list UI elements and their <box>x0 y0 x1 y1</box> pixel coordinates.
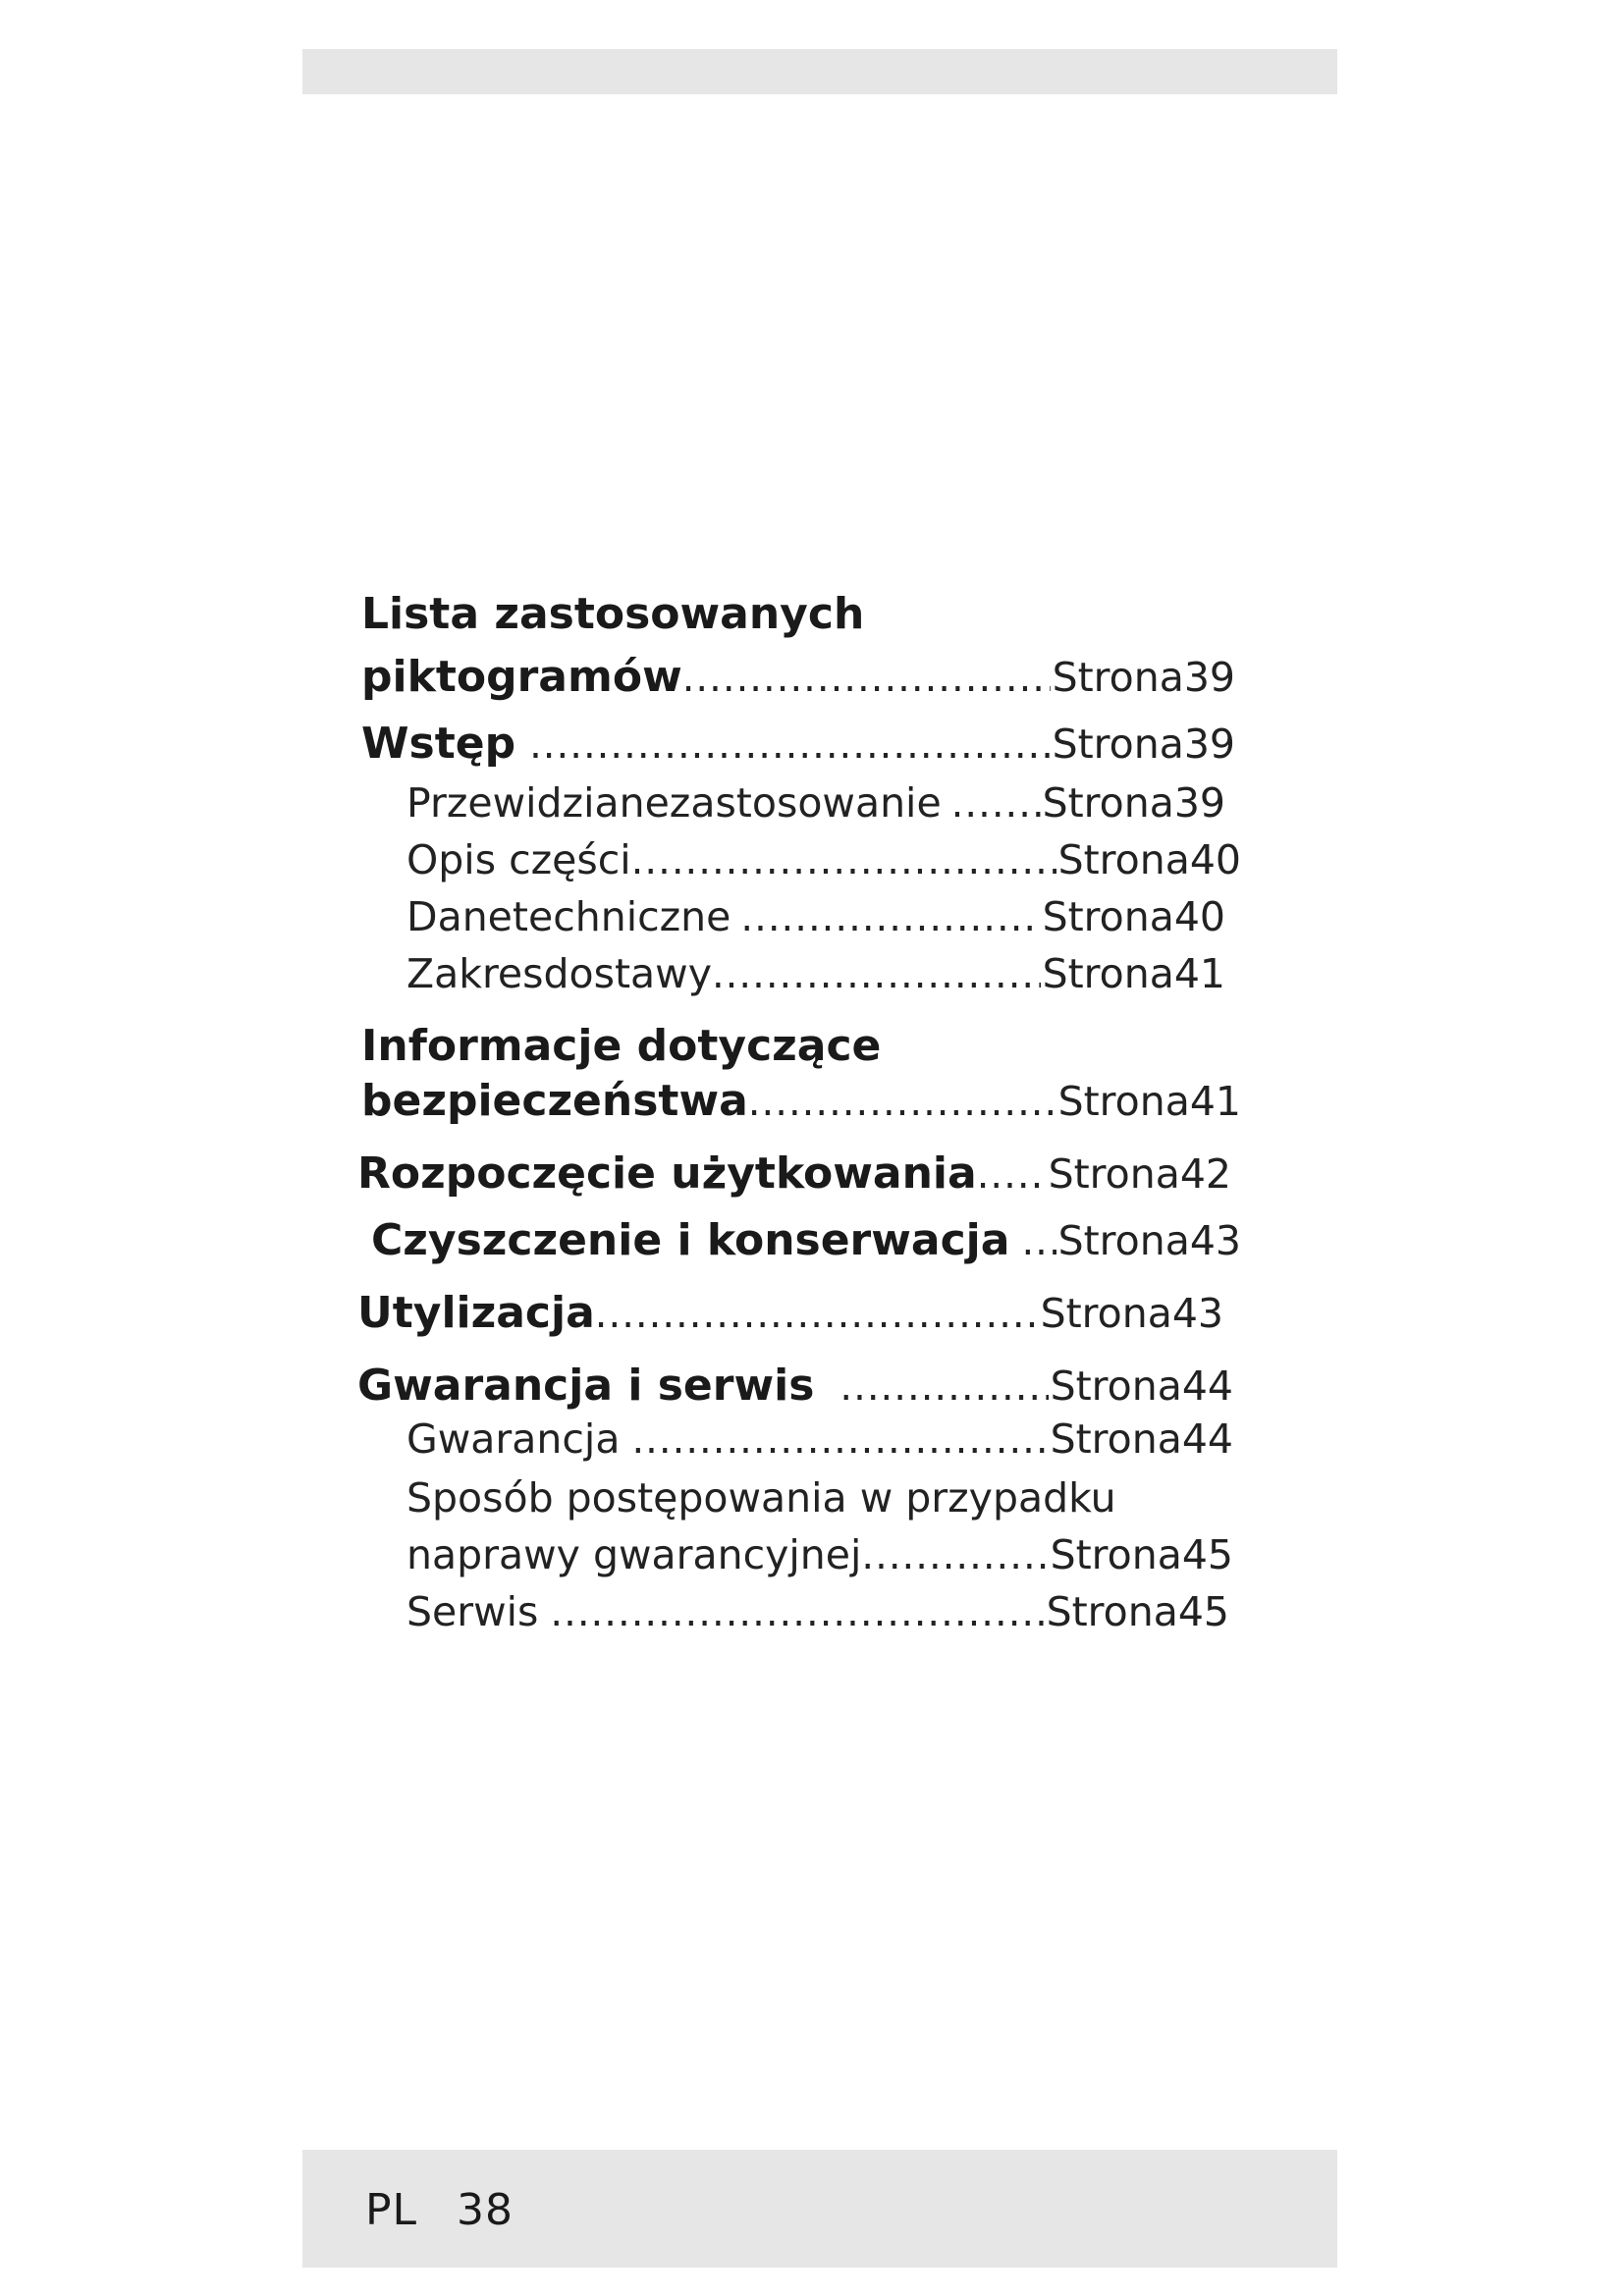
toc-entry-page: 44 <box>1181 1362 1233 1410</box>
toc-dot-leader <box>712 952 1041 997</box>
toc-entry-page: 42 <box>1179 1150 1231 1198</box>
toc-entry-label: Strona <box>1048 1150 1180 1198</box>
toc-entry-title: Czyszczenie i konserwacja <box>371 1215 1010 1265</box>
toc-entry-page: 40 <box>1173 893 1225 940</box>
footer-page-number: 38 <box>457 2185 514 2235</box>
toc-entry-label: Strona <box>1052 721 1184 768</box>
toc-entry-dane[interactable] <box>406 893 1225 940</box>
toc-entry-label: Strona <box>1057 1078 1190 1125</box>
toc-entry-page: 41 <box>1173 950 1225 997</box>
toc-entry-page: 45 <box>1181 1531 1233 1578</box>
header-bar <box>302 49 1337 94</box>
toc-entry-page: 43 <box>1189 1217 1241 1264</box>
toc-entry-lista[interactable] <box>361 652 1235 702</box>
footer-page-label <box>365 2185 514 2235</box>
footer-bar <box>302 2150 1337 2268</box>
toc-entry-page: 39 <box>1173 779 1225 827</box>
toc-entry-opis[interactable] <box>406 836 1241 883</box>
toc-entry-page: 39 <box>1183 654 1235 701</box>
toc-dot-leader <box>529 722 1050 768</box>
toc-entry-przewidziane[interactable] <box>406 779 1225 827</box>
toc-entry-title: naprawy gwarancyjnej <box>406 1531 862 1578</box>
toc-entry-title: Serwis <box>406 1588 539 1635</box>
toc-dot-leader <box>550 1590 1044 1635</box>
toc-entry-page: 41 <box>1189 1078 1241 1125</box>
toc-entry-title: bezpieczeństwa <box>361 1076 748 1126</box>
toc-entry-info[interactable] <box>361 1076 1241 1126</box>
toc-dot-leader <box>1021 1219 1056 1264</box>
toc-entry-title: Zakresdostawy <box>406 950 712 997</box>
toc-dot-leader <box>861 1533 1048 1578</box>
toc-entry-label: Strona <box>1057 836 1190 883</box>
toc-dot-leader <box>595 1292 1039 1337</box>
toc-entry-title: Gwarancja i serwis <box>357 1361 815 1411</box>
toc-heading-info-line1: Informacje dotyczące <box>361 1021 882 1071</box>
toc-entry-label: Strona <box>1046 1588 1178 1635</box>
toc-entry-rozpoczecie[interactable] <box>357 1148 1231 1199</box>
toc-entry-label: Strona <box>1050 1415 1182 1463</box>
toc-entry-label: Strona <box>1042 779 1174 827</box>
toc-entry-title: Gwarancja <box>406 1415 621 1463</box>
toc-dot-leader <box>839 1364 1048 1410</box>
toc-entry-label: Strona <box>1042 950 1174 997</box>
toc-dot-leader <box>977 1152 1047 1198</box>
toc-entry-czyszczenie[interactable] <box>371 1215 1241 1265</box>
toc-dot-leader <box>951 781 1041 827</box>
toc-dot-leader <box>631 1417 1048 1463</box>
toc-entry-label: Strona <box>1052 654 1184 701</box>
toc-entry-label: Strona <box>1050 1531 1182 1578</box>
toc-entry-wstep[interactable] <box>361 719 1235 769</box>
toc-entry-label: Strona <box>1040 1290 1172 1337</box>
toc-subheading-sposob-line1: Sposób postępowania w przypadku <box>406 1474 1116 1522</box>
toc-heading-lista-line1: Lista zastosowanych <box>361 589 865 639</box>
toc-entry-title: piktogramów <box>361 652 682 702</box>
toc-entry-zakres[interactable] <box>406 950 1225 997</box>
toc-entry-title: Utylizacja <box>357 1288 595 1338</box>
toc-entry-label: Strona <box>1050 1362 1182 1410</box>
footer-language-code: PL <box>365 2185 418 2235</box>
toc-entry-page: 44 <box>1181 1415 1233 1463</box>
toc-dot-leader <box>748 1080 1056 1125</box>
toc-dot-leader <box>631 838 1056 883</box>
toc-entry-serwis[interactable] <box>406 1588 1229 1635</box>
toc-entry-label: Strona <box>1057 1217 1190 1264</box>
toc-entry-title: Rozpoczęcie użytkowania <box>357 1148 977 1199</box>
toc-entry-page: 39 <box>1183 721 1235 768</box>
toc-entry-gwarancja-serwis[interactable] <box>357 1361 1233 1411</box>
toc-entry-label: Strona <box>1042 893 1174 940</box>
toc-entry-utylizacja[interactable] <box>357 1288 1223 1338</box>
toc-entry-title: Wstęp <box>361 719 516 769</box>
toc-entry-title: Danetechniczne <box>406 893 731 940</box>
toc-entry-page: 43 <box>1171 1290 1223 1337</box>
toc-entry-title: Opis części <box>406 836 631 883</box>
toc-entry-sposob[interactable] <box>406 1531 1233 1578</box>
toc-entry-title: Przewidzianezastosowanie <box>406 779 942 827</box>
toc-dot-leader <box>740 895 1040 940</box>
toc-entry-page: 40 <box>1189 836 1241 883</box>
toc-entry-gwarancja[interactable] <box>406 1415 1233 1463</box>
toc-entry-page: 45 <box>1177 1588 1229 1635</box>
toc-dot-leader <box>682 656 1051 701</box>
